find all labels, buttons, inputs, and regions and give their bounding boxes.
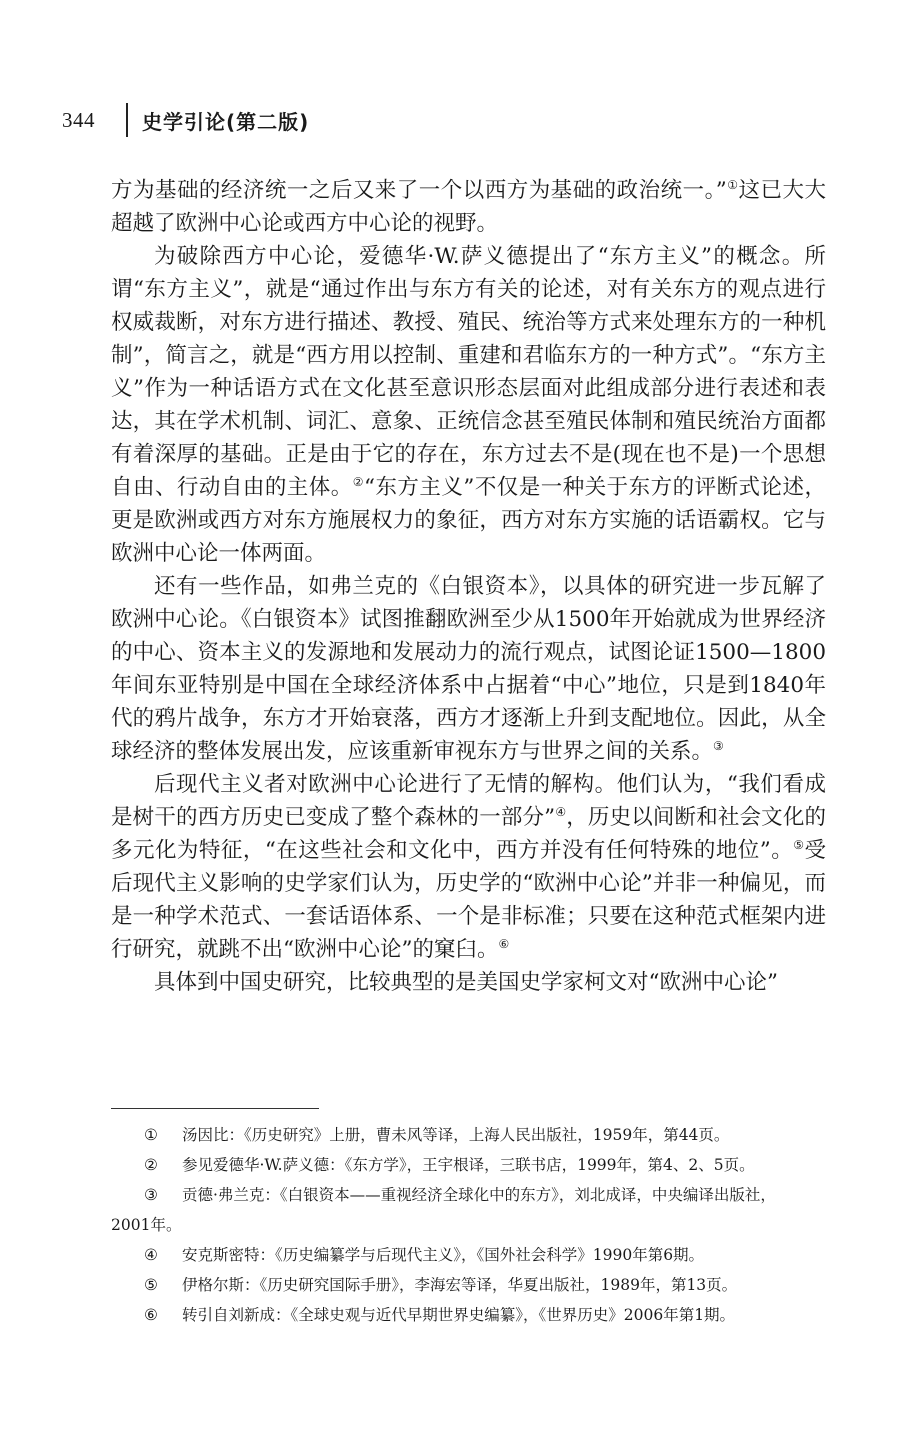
footnotes (111, 1120, 826, 1330)
page-number: 344 (62, 107, 95, 132)
footnote-marker: ③ (144, 1186, 158, 1204)
paragraph-3 (111, 570, 826, 768)
footnote-marker: ⑤ (144, 1276, 158, 1294)
paragraph-4-text-b: ，历史以间断和社会文化的多元化为特征，“在这些社会和文化中，西方并没有任何特殊的地位”。 (111, 805, 826, 863)
footnote-1 (111, 1120, 826, 1150)
footnote-ref-1: ① (726, 177, 739, 192)
running-header (62, 100, 309, 140)
footnote-text: 贡德·弗兰克：《白银资本——重视经济全球化中的东方》，刘北成译，中央编译出版社， (182, 1186, 776, 1204)
paragraph-4 (111, 768, 826, 966)
footnote-marker: ⑥ (144, 1306, 158, 1324)
footnote-3-continuation (111, 1210, 826, 1240)
paragraph-3-text-a: 还有一些作品，如弗兰克的《白银资本》，以具体的研究进一步瓦解了欧洲中心论。《白银资本》试图推翻欧洲至少从1500年开始就成为世界经济的中心、资本主义的发源地和发展动力的流行观点，试图论证1500—1800年间东亚特别是中国在全球经济体系中占据着“中心”地位，只是到1840年代的鸦片战争，东方才开始衰落，西方才逐渐上升到支配地位。因此，从全球经济的整体发展出发，应该重新审视东方与世界之间的关系。 (111, 574, 826, 764)
paragraph-2-text-b: “东方主义”不仅是一种关于东方的评断式论述，更是欧洲或西方对东方施展权力的象征，西方对东方实施的话语霸权。它与欧洲中心论一体两面。 (111, 475, 826, 566)
paragraph-5 (111, 966, 826, 999)
book-title: 史学引论(第二版) (142, 109, 310, 134)
footnote-ref-3: ③ (713, 738, 724, 753)
footnote-ref-5: ⑤ (793, 837, 805, 852)
footnote-ref-2: ② (352, 474, 364, 489)
footnote-marker: ① (144, 1126, 158, 1144)
paragraph-2 (111, 240, 826, 570)
footnote-text: 转引自刘新成：《全球史观与近代早期世界史编纂》，《世界历史》2006年第1期。 (182, 1306, 736, 1324)
footnote-text: 伊格尔斯：《历史研究国际手册》，李海宏等译，华夏出版社，1989年，第13页。 (182, 1276, 738, 1294)
footnote-2 (111, 1150, 826, 1180)
paragraph-2-text-a: 为破除西方中心论，爱德华·W.萨义德提出了“东方主义”的概念。所谓“东方主义”，就是“通过作出与东方有关的论述，对有关东方的观点进行权威裁断，对东方进行描述、教授、殖民、统治等方式来处理东方的一种机制”，简言之，就是“西方用以控制、重建和君临东方的一种方式”。“东方主义”作为一种话语方式在文化甚至意识形态层面对此组成部分进行表述和表达，其在学术机制、词汇、意象、正统信念甚至殖民体制和殖民统治方面都有着深厚的基础。正是由于它的存在，东方过去不是(现在也不是)一个思想自由、行动自由的主体。 (111, 244, 826, 500)
paragraph-4-text-a: 后现代主义者对欧洲中心论进行了无情的解构。他们认为，“我们看成是树干的西方历史已变成了整个森林的一部分” (111, 772, 826, 830)
paragraph-5-text: 具体到中国史研究，比较典型的是美国史学家柯文对“欧洲中心论” (154, 970, 778, 995)
paragraph-1 (111, 174, 826, 240)
footnote-text: 安克斯密特：《历史编纂学与后现代主义》，《国外社会科学》1990年第6期。 (182, 1246, 705, 1264)
footnote-5 (111, 1270, 826, 1300)
paragraph-4-text-c: 受后现代主义影响的史学家们认为，历史学的“欧洲中心论”并非一种偏见，而是一种学术范式、一套话语体系、一个是非标准；只要在这种范式框架内进行研究，就跳不出“欧洲中心论”的窠臼。 (111, 838, 826, 962)
footnote-divider (111, 1108, 319, 1109)
footnote-ref-6: ⑥ (498, 936, 510, 951)
header-divider (126, 103, 128, 137)
main-text (111, 174, 826, 999)
footnote-text: 汤因比：《历史研究》上册，曹未风等译，上海人民出版社，1959年，第44页。 (182, 1126, 730, 1144)
paragraph-1-text-a: 方为基础的经济统一之后又来了一个以西方为基础的政治统一。” (111, 178, 727, 203)
footnote-3 (111, 1180, 826, 1210)
footnote-ref-4: ④ (555, 804, 567, 819)
footnote-text-continuation: 2001年。 (111, 1216, 182, 1234)
footnote-marker: ④ (144, 1246, 158, 1264)
footnote-text: 参见爱德华·W.萨义德：《东方学》，王宇根译，三联书店，1999年，第4、2、5页。 (182, 1156, 755, 1174)
footnote-marker: ② (144, 1156, 158, 1174)
paragraph-1-text-b: 这已大大超越了欧洲中心论或西方中心论的视野。 (111, 178, 826, 236)
footnote-6 (111, 1300, 826, 1330)
footnote-4 (111, 1240, 826, 1270)
